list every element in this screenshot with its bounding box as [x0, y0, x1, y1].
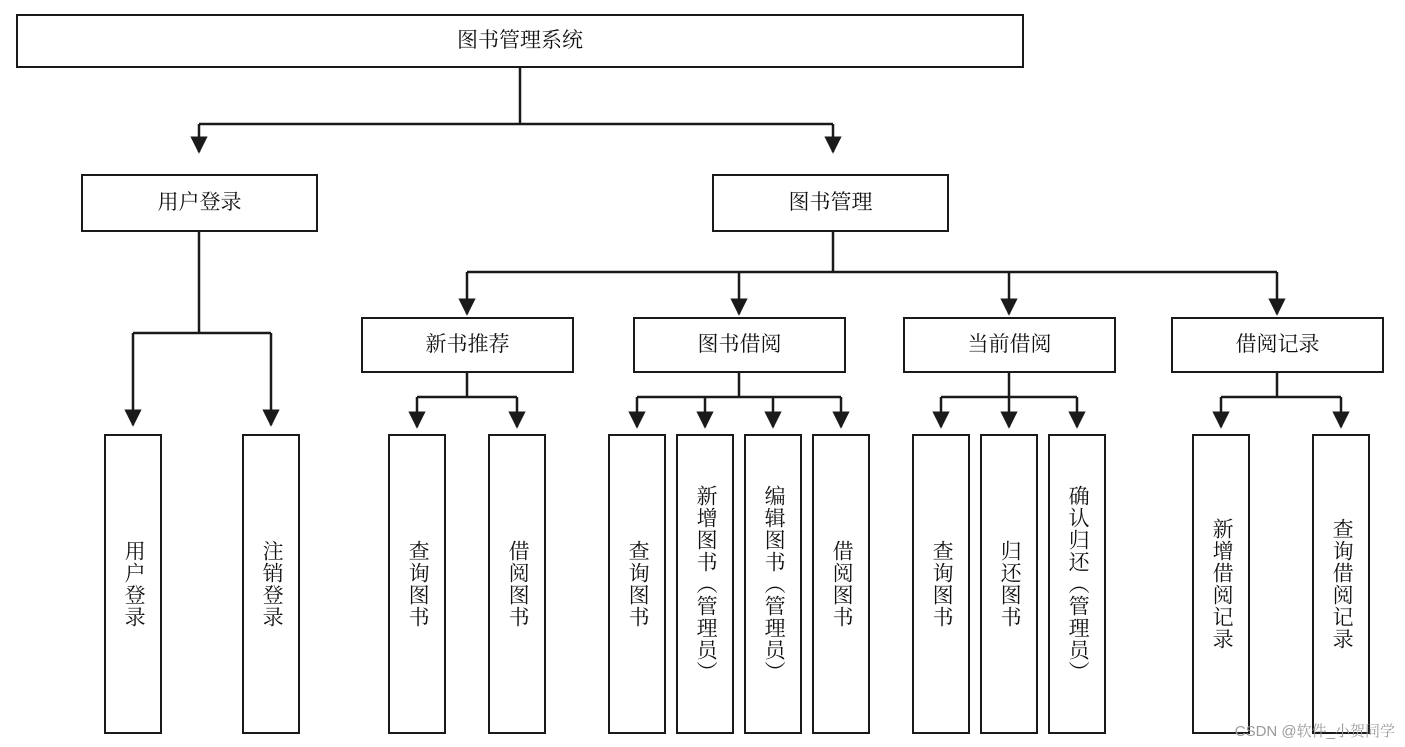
leaf-current-query-label: 查询图书: [930, 540, 954, 628]
leaf-login-user[interactable]: [104, 434, 162, 734]
leaf-borrow-query[interactable]: [608, 434, 666, 734]
leaf-borrow-add[interactable]: [676, 434, 734, 734]
leaf-borrow-edit[interactable]: [744, 434, 802, 734]
node-current-borrow[interactable]: [903, 317, 1116, 373]
leaf-borrow-edit-label: 编辑图书（管理员）: [762, 485, 786, 683]
node-book-borrow-label: 图书借阅: [697, 332, 782, 356]
watermark: CSDN @软件_小贺同学: [1234, 723, 1395, 740]
node-book-borrow[interactable]: [633, 317, 846, 373]
node-book-management-label: 图书管理: [788, 190, 873, 214]
node-book-management[interactable]: [712, 174, 949, 232]
leaf-current-return[interactable]: [980, 434, 1038, 734]
node-new-book-recommend[interactable]: [361, 317, 574, 373]
leaf-login-logout-label: 注销登录: [260, 540, 284, 628]
leaf-borrow-borrow[interactable]: [812, 434, 870, 734]
node-new-book-recommend-label: 新书推荐: [425, 332, 510, 356]
leaf-login-logout[interactable]: [242, 434, 300, 734]
leaf-newbook-query-label: 查询图书: [406, 540, 430, 628]
node-current-borrow-label: 当前借阅: [967, 332, 1052, 356]
leaf-newbook-borrow-label: 借阅图书: [506, 540, 530, 628]
node-root-label: 图书管理系统: [457, 28, 583, 52]
leaf-records-query-label: 查询借阅记录: [1330, 518, 1354, 650]
node-borrow-records[interactable]: [1171, 317, 1384, 373]
node-root[interactable]: [16, 14, 1024, 68]
leaf-borrow-add-label: 新增图书（管理员）: [694, 485, 718, 683]
leaf-current-confirm-label: 确认归还（管理员）: [1066, 485, 1090, 683]
leaf-current-confirm[interactable]: [1048, 434, 1106, 734]
node-user-login-label: 用户登录: [157, 190, 242, 214]
leaf-current-query[interactable]: [912, 434, 970, 734]
leaf-records-query[interactable]: [1312, 434, 1370, 734]
leaf-newbook-query[interactable]: [388, 434, 446, 734]
leaf-records-add-label: 新增借阅记录: [1210, 518, 1234, 650]
leaf-borrow-borrow-label: 借阅图书: [830, 540, 854, 628]
node-user-login[interactable]: [81, 174, 318, 232]
leaf-borrow-query-label: 查询图书: [626, 540, 650, 628]
leaf-login-user-label: 用户登录: [122, 540, 146, 628]
leaf-newbook-borrow[interactable]: [488, 434, 546, 734]
leaf-records-add[interactable]: [1192, 434, 1250, 734]
leaf-current-return-label: 归还图书: [998, 540, 1022, 628]
node-borrow-records-label: 借阅记录: [1235, 332, 1320, 356]
